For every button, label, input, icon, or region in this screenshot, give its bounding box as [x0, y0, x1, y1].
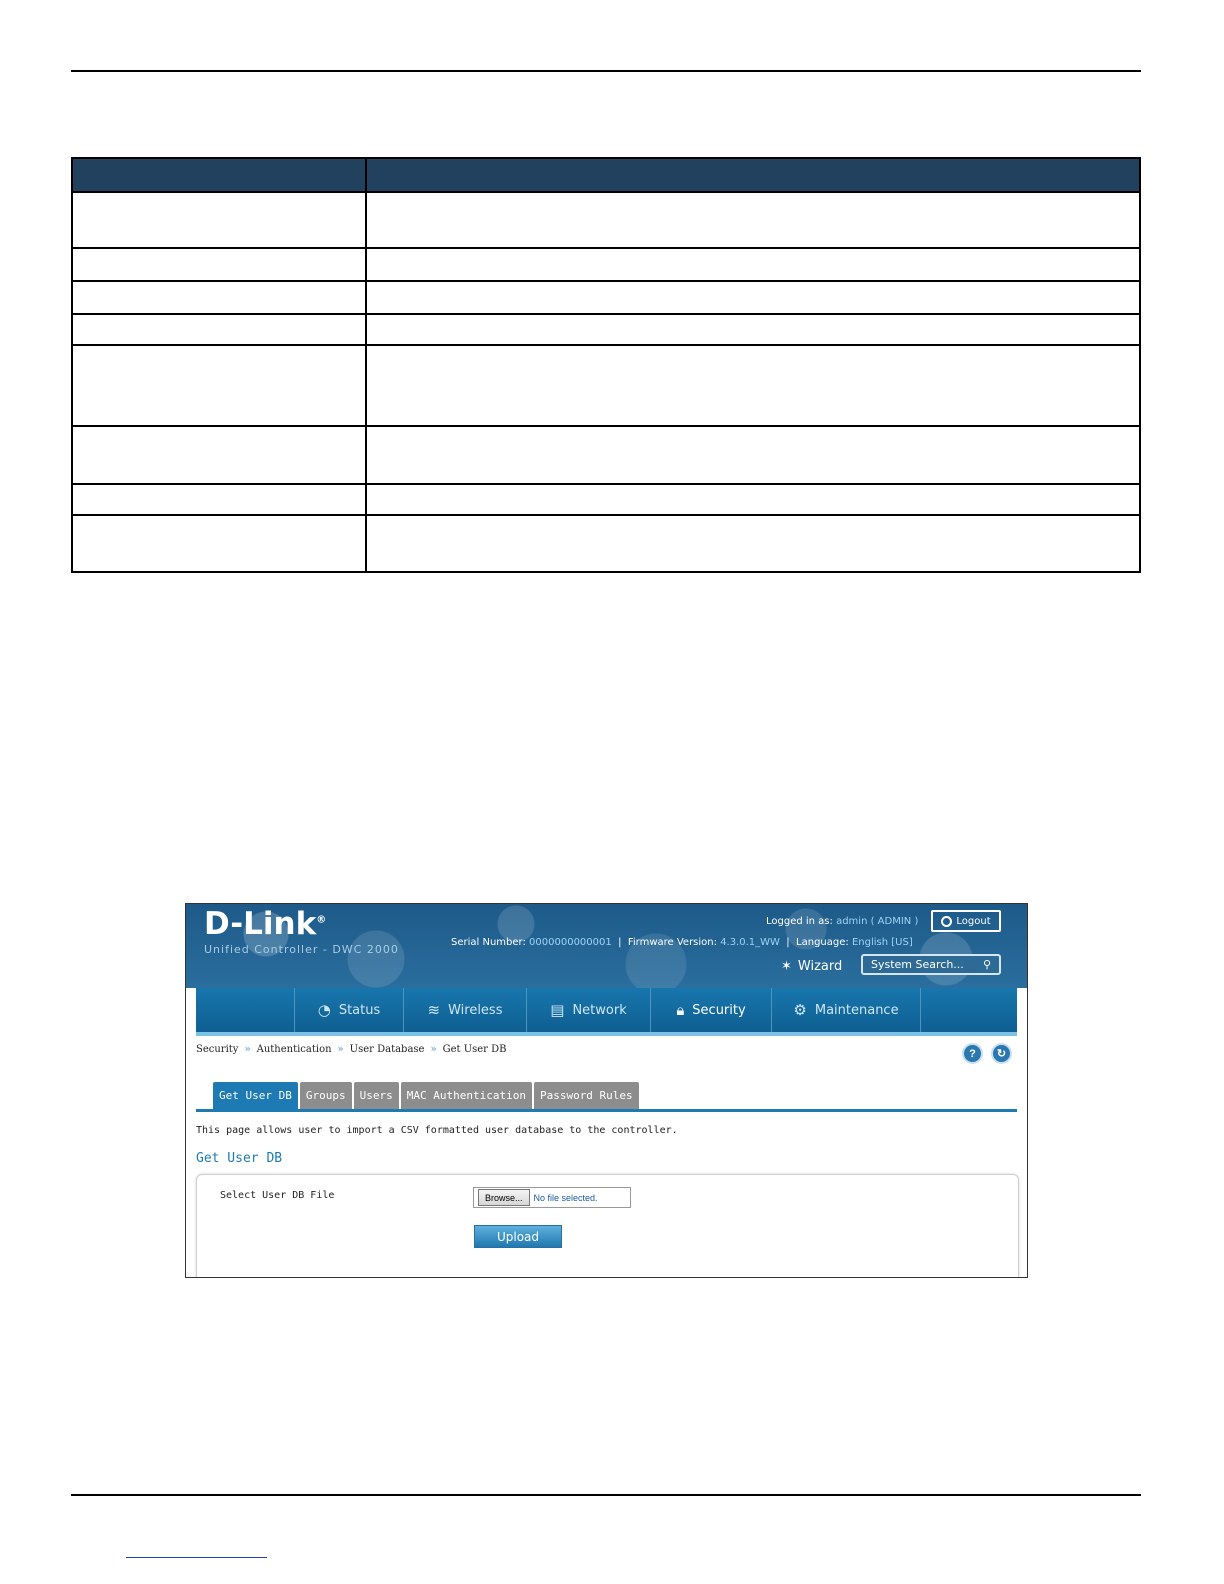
breadcrumb: Security » Authentication » User Database » Get User DB — [196, 1044, 507, 1055]
table-row — [72, 281, 1140, 314]
product-subtitle: Unified Controller - DWC 2000 — [204, 943, 399, 956]
footer-link-underline[interactable] — [126, 1557, 267, 1558]
magic-wand-icon: ✶ — [781, 959, 792, 974]
gauge-icon: ◔ — [317, 1001, 331, 1019]
refresh-button[interactable] — [991, 1043, 1012, 1064]
table-row — [72, 345, 1140, 426]
bottom-rule — [71, 1494, 1141, 1496]
browse-button[interactable]: Browse... — [478, 1189, 530, 1206]
file-field-label: Select User DB File — [220, 1190, 335, 1201]
table-header-cell — [72, 158, 366, 192]
refresh-icon: ↻ — [996, 1048, 1007, 1060]
dlink-logo: D-Link® — [204, 906, 327, 942]
main-nav — [196, 988, 1017, 1036]
tab-get-user-db[interactable]: Get User DB — [213, 1082, 298, 1109]
breadcrumb-current: Get User DB — [442, 1044, 507, 1055]
language-link[interactable]: English [US] — [851, 937, 913, 948]
wifi-icon: ≋ — [427, 1001, 441, 1019]
logout-button[interactable]: Logout — [931, 910, 1001, 932]
breadcrumb-item[interactable]: Security — [196, 1044, 239, 1055]
breadcrumb-item[interactable]: User Database — [349, 1044, 425, 1055]
breadcrumb-item[interactable]: Authentication — [256, 1044, 332, 1055]
table-row — [72, 248, 1140, 281]
header-banner — [186, 904, 1027, 988]
table-row — [72, 192, 1140, 248]
wizard-link[interactable]: ✶ Wizard — [781, 959, 843, 974]
tab-mac-authentication[interactable]: MAC Authentication — [401, 1082, 532, 1109]
help-button[interactable] — [962, 1043, 983, 1064]
search-icon: ⚲ — [982, 958, 991, 971]
table-row — [72, 484, 1140, 515]
book-icon: ▤ — [550, 1001, 565, 1019]
nav-status[interactable]: ◔ Status — [294, 988, 403, 1032]
question-icon: ? — [969, 1047, 976, 1060]
nav-network[interactable]: ▤ Network — [526, 988, 650, 1032]
tab-bar — [213, 1082, 639, 1109]
nav-security[interactable]: 🔒︎ Security — [650, 988, 771, 1032]
table-row — [72, 515, 1140, 572]
tab-groups[interactable]: Groups — [300, 1082, 352, 1109]
table-row — [72, 314, 1140, 345]
table-header-row — [72, 158, 1140, 192]
tab-password-rules[interactable]: Password Rules — [534, 1082, 639, 1109]
logged-in-info: Logged in as: admin ( ADMIN ) — [766, 916, 919, 927]
top-rule — [71, 70, 1141, 72]
lock-icon: 🔒︎ — [676, 1001, 685, 1019]
gears-icon: ⚙ — [793, 1001, 807, 1019]
table-row — [72, 426, 1140, 484]
ui-screenshot — [185, 903, 1028, 1278]
system-search-input[interactable]: System Search... ⚲ — [861, 954, 1001, 975]
nav-wireless[interactable]: ≋ Wireless — [403, 988, 526, 1032]
page-description: This page allows user to import a CSV formatted user database to the controller. — [196, 1125, 678, 1136]
nav-maintenance[interactable]: ⚙ Maintenance — [771, 988, 921, 1032]
device-info: Serial Number: 0000000000001 | Firmware Version: 4.3.0.1_WW | Language: English [US] — [451, 937, 913, 948]
section-title: Get User DB — [196, 1151, 283, 1166]
power-icon — [941, 916, 952, 927]
upload-button[interactable]: Upload — [474, 1225, 562, 1248]
tab-underline — [196, 1109, 1017, 1112]
table-header-cell — [366, 158, 1140, 192]
file-status: No file selected. — [533, 1192, 598, 1203]
tab-users[interactable]: Users — [354, 1082, 399, 1109]
user-db-file-input[interactable] — [473, 1187, 631, 1208]
parameter-table — [71, 157, 1141, 573]
